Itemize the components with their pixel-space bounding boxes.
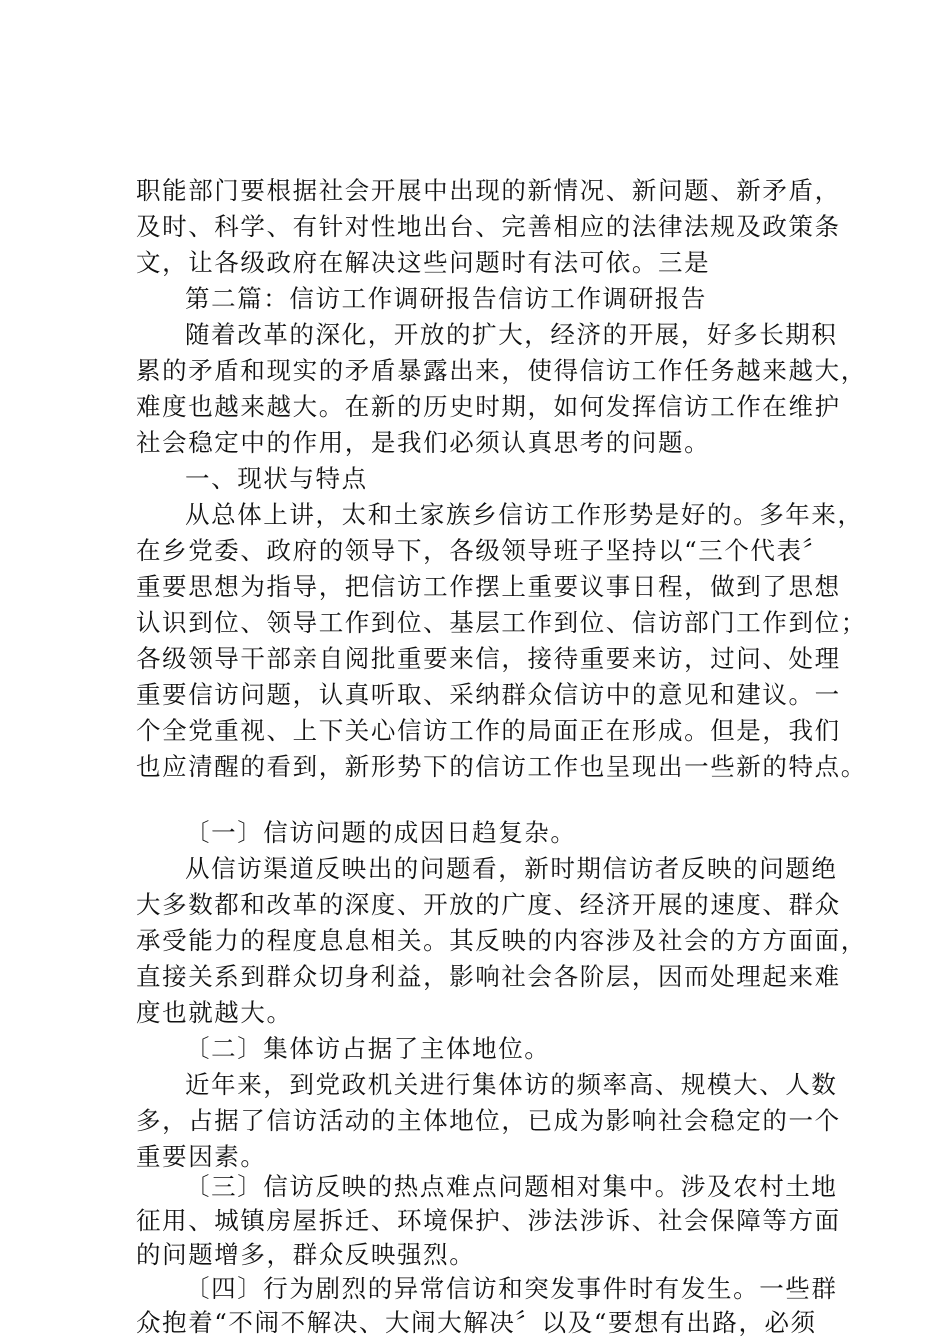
paragraph-line: 度也就越大。 bbox=[136, 998, 293, 1027]
paragraph-line: 难度也越来越大。在新的历史时期，如何发挥信访工作在维护 bbox=[136, 392, 841, 421]
paragraph-line: 近年来，到党政机关进行集体访的频率高、规模大、人数 bbox=[185, 1070, 838, 1099]
paragraph-line: 也应清醒的看到，新形势下的信访工作也呈现出一些新的特点。 bbox=[136, 752, 867, 781]
subheading: 〔四〕行为剧烈的异常信访和突发事件时有发生。一些群 bbox=[185, 1274, 838, 1303]
section-title: 第二篇：信访工作调研报告信访工作调研报告 bbox=[185, 284, 707, 313]
paragraph-line: 社会稳定中的作用，是我们必须认真思考的问题。 bbox=[136, 428, 711, 457]
paragraph-line: 直接关系到群众切身利益，影响社会各阶层，因而处理起来难 bbox=[136, 962, 841, 991]
subheading: 〔一〕信访问题的成因日趋复杂。 bbox=[185, 818, 577, 847]
paragraph-line: 各级领导干部亲自阅批重要来信，接待重要来访，过问、处理 bbox=[136, 644, 841, 673]
paragraph-line: 征用、城镇房屋拆迁、环境保护、涉法涉诉、社会保障等方面 bbox=[136, 1206, 841, 1235]
paragraph-line: 重要因素。 bbox=[136, 1142, 267, 1171]
paragraph-line: 重要思想为指导，把信访工作摆上重要议事日程，做到了思想 bbox=[136, 572, 841, 601]
paragraph-line: 认识到位、领导工作到位、基层工作到位、信访部门工作到位； bbox=[136, 608, 867, 637]
paragraph-line: 众抱着“不闹不解决、大闹大解决〞以及“要想有出路，必须 bbox=[136, 1308, 817, 1337]
paragraph-line: 文，让各级政府在解决这些问题时有法可依。三是 bbox=[136, 248, 711, 277]
paragraph-line: 重要信访问题，认真听取、采纳群众信访中的意见和建议。一 bbox=[136, 680, 841, 709]
heading: 一、现状与特点 bbox=[185, 464, 368, 493]
paragraph-line: 在乡党委、政府的领导下，各级领导班子坚持以“三个代表〞 bbox=[136, 536, 829, 565]
subheading: 〔二〕集体访占据了主体地位。 bbox=[185, 1034, 551, 1063]
paragraph-line: 多，占据了信访活动的主体地位，已成为影响社会稳定的一个 bbox=[136, 1106, 841, 1135]
subheading: 〔三〕信访反映的热点难点问题相对集中。涉及农村土地 bbox=[185, 1172, 838, 1201]
paragraph-line: 随着改革的深化，开放的扩大，经济的开展，好多长期积 bbox=[185, 320, 838, 349]
paragraph-line: 承受能力的程度息息相关。其反映的内容涉及社会的方方面面， bbox=[136, 926, 867, 955]
paragraph-line: 职能部门要根据社会开展中出现的新情况、新问题、新矛盾， bbox=[136, 176, 841, 205]
paragraph-line: 从信访渠道反映出的问题看，新时期信访者反映的问题绝 bbox=[185, 854, 838, 883]
paragraph-line: 大多数都和改革的深度、开放的广度、经济开展的速度、群众 bbox=[136, 890, 841, 919]
paragraph-line: 及时、科学、有针对性地出台、完善相应的法律法规及政策条 bbox=[136, 212, 841, 241]
paragraph-line: 从总体上讲，太和土家族乡信访工作形势是好的。多年来， bbox=[185, 500, 864, 529]
paragraph-line: 个全党重视、上下关心信访工作的局面正在形成。但是，我们 bbox=[136, 716, 841, 745]
paragraph-line: 的问题增多，群众反映强烈。 bbox=[136, 1240, 476, 1269]
paragraph-line: 累的矛盾和现实的矛盾暴露出来，使得信访工作任务越来越大， bbox=[136, 356, 867, 385]
